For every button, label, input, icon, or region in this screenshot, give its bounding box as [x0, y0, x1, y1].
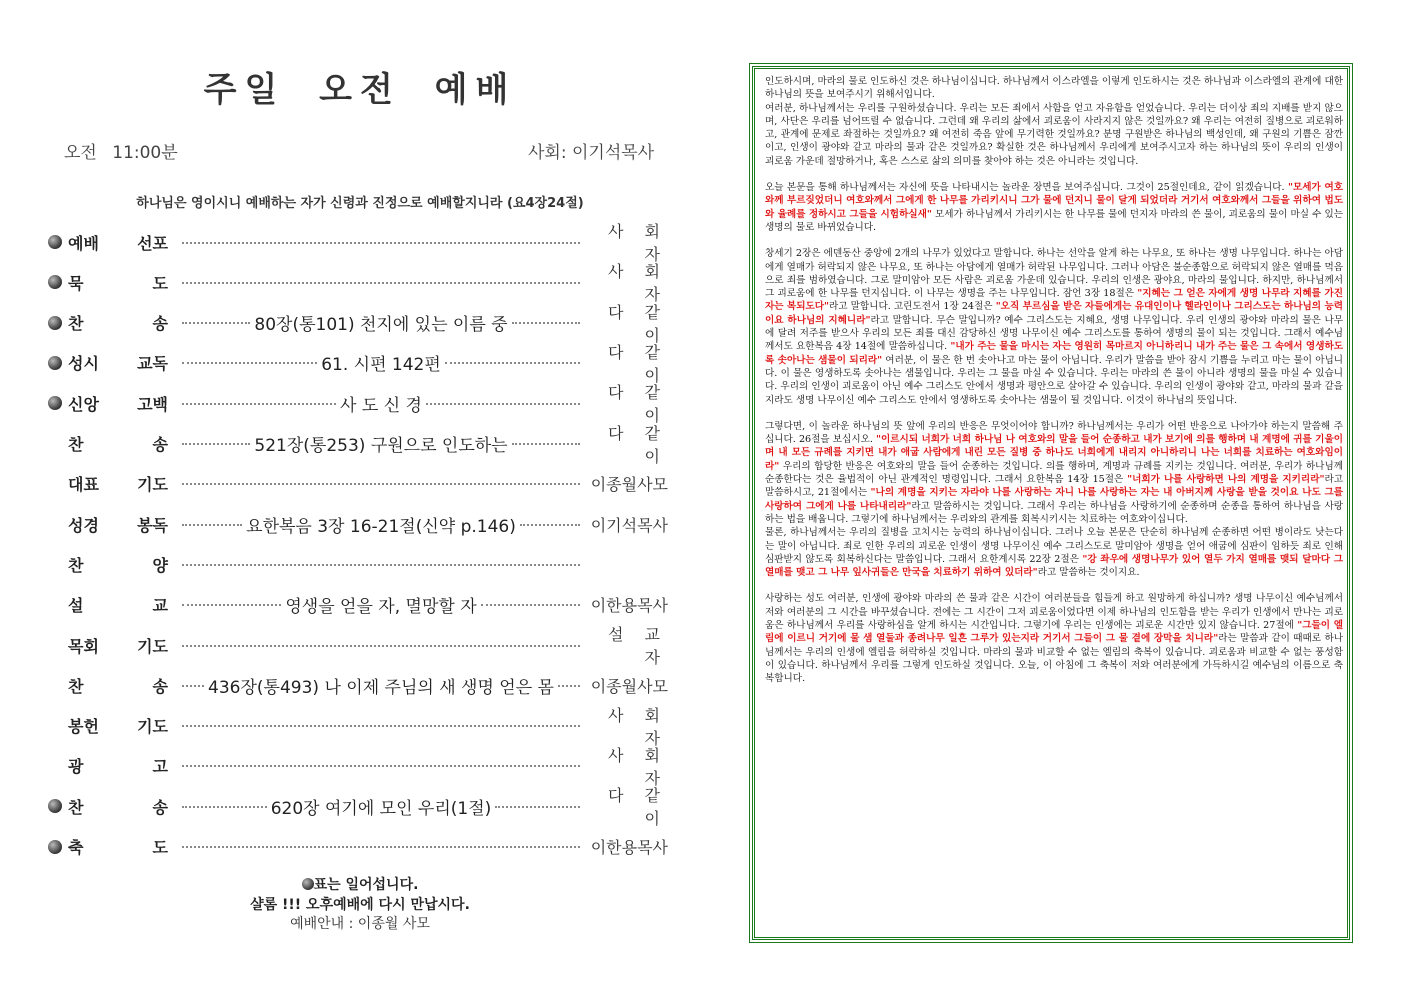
dot-leader — [182, 684, 204, 687]
dot-leader — [182, 644, 580, 647]
dot-leader — [426, 402, 580, 405]
bullet-icon — [48, 840, 62, 854]
order-label — [68, 634, 178, 657]
bullet-icon — [302, 878, 314, 890]
order-label — [68, 392, 178, 415]
order-label-part: 양 — [152, 555, 168, 575]
dot-leader — [182, 563, 580, 566]
bullet-icon — [48, 316, 62, 330]
order-detail-text: 61. 시편 142편 — [321, 355, 441, 376]
order-label — [68, 553, 178, 576]
order-label-part: 기도 — [137, 717, 168, 737]
order-detail — [178, 592, 584, 617]
dot-leader — [445, 361, 580, 364]
dot-leader — [481, 603, 580, 606]
order-row — [48, 510, 668, 538]
page-title: 주일 오전 예배 — [203, 70, 517, 110]
bullet-icon — [48, 235, 62, 249]
bullet-icon — [48, 396, 62, 410]
order-label-part: 축 — [68, 838, 84, 857]
order-label-part: 송 — [152, 676, 168, 696]
order-detail — [178, 563, 584, 566]
order-label — [68, 835, 178, 858]
order-detail — [178, 845, 584, 848]
order-label-part: 기도 — [137, 475, 168, 495]
order-detail — [178, 241, 584, 244]
order-role: 이한용목사 — [590, 838, 668, 857]
order-detail — [178, 431, 584, 456]
dot-leader — [182, 482, 580, 485]
dot-leader — [182, 241, 580, 244]
sermon-paragraph: 물론, 하나님께서는 우리의 질병을 고치시는 능력의 하나님이십니다. 그러나 오늘 본문은 단순히 하나님께 순종하면 어떤 병이라도 낫는다는 말이 아닙니다. 죄로 인한 우리의 괴로운 인생이 생명 나무이신 예수 그리스도로 말미암아 생명을 얻어 애굽에 심판이 임하듯 죄로 인해 심판받지 않도록 회복하신다는 말씀입니다. 그래서 요한계시록 22장 2절은 "강 좌우에 생명나무가 있어 열두 가지 열매를 맺되 달마다 그 열매를 맺고 그 나무 잎사귀들은 만국을 치료하기 위하여 있더라"라고 말씀하는 것이지요. — [765, 527, 1343, 579]
order-row — [48, 222, 668, 264]
order-role: 이종월사모 — [590, 475, 668, 495]
dot-leader — [182, 603, 281, 606]
order-row — [48, 833, 668, 861]
order-label — [68, 795, 178, 818]
order-role: 다 같 이 — [608, 786, 668, 829]
dot-leader — [182, 281, 580, 284]
dot-leader — [512, 321, 580, 324]
order-row — [48, 423, 668, 466]
order-detail — [178, 350, 584, 375]
order-label — [68, 231, 178, 254]
dot-leader — [495, 805, 580, 808]
dot-leader — [182, 361, 317, 364]
order-detail — [178, 310, 584, 335]
order-detail — [178, 794, 584, 819]
order-label — [68, 271, 178, 294]
order-row — [48, 625, 668, 667]
order-row — [48, 786, 668, 829]
order-role: 이기석목사 — [590, 515, 668, 535]
order-label-part: 송 — [152, 435, 168, 454]
dot-leader — [182, 402, 336, 405]
order-label — [68, 513, 178, 536]
order-label-part: 송 — [152, 314, 168, 334]
order-detail — [178, 512, 584, 537]
sermon-paragraph: 사랑하는 성도 여러분, 인생에 광야와 마라의 쓴 물과 같은 시간이 여러분들을 힘들게 하고 원망하게 하십니까? 생명 나무이신 예수님께서 저와 여러분의 그 시간을 바꾸셨습니다. 전에는 그 시간이 그저 괴로움이었다면 이제 하나님의 인도함을 받는 우리가 인생에서 만나는 괴로움은 하나님께서 우리를 사랑하심을 알게 하시는 시간입니다. 그렇기에 우리는 인생에는 괴로운 시간만 있지 않습니다. 27절에 "그들이 엘림에 이르니 거기에 물 샘 열둘과 종려나무 일흔 그루가 있는지라 거기서 그들이 그 물 곁에 장막을 치니라"라는 말씀과 같이 때때로 하나님께서는 우리의 인생에 엘림을 허락하실 것입니다. 마라의 물과 비교할 수 없는 엘림의 축복이 있습니다. 괴로움과 비교할 수 없는 풍성함이 있습니다. 하나님께서 우리를 그렇게 인도하실 것입니다. 오늘, 이 아침에 그 축복이 저와 여러분에게 가득하시길 예수님의 이름으로 축복합니다. — [765, 593, 1343, 685]
order-label-part: 기도 — [137, 636, 168, 656]
stand-note: 표는 일어섭니다. — [40, 874, 680, 894]
order-label-part: 고 — [152, 757, 168, 777]
order-detail — [178, 281, 584, 284]
order-role: 이한용목사 — [590, 596, 668, 616]
sermon-box — [752, 66, 1350, 940]
order-detail-text: 사 도 신 경 — [340, 395, 422, 416]
order-role: 다 같 이 — [608, 302, 668, 345]
order-label — [68, 432, 178, 455]
order-detail — [178, 644, 584, 647]
order-label-part: 예배 — [68, 233, 99, 253]
order-label-part: 찬 — [68, 676, 84, 696]
order-detail — [178, 764, 584, 767]
order-label — [68, 593, 178, 616]
bullet-icon — [48, 799, 62, 813]
sermon-paragraph: 그렇다면, 이 놀라운 하나님의 뜻 앞에 우리의 반응은 무엇이어야 합니까? 하나님께서는 우리가 어떤 반응으로 나아가야 하는지 말씀해 주십니다. 26절을 보십시오. "이르시되 너희가 너희 하나님 나 여호와의 말을 들어 순종하고 내가 보기에 의를 행하며 내 계명에 귀를 기울이며 내 모든 규례를 지키면 내가 애굽 사람에게 내린 모든 질병 중 하나도 너희에게 내리지 아니하리니 나는 너희를 치료하는 여호와임이라" 우리의 합당한 반응은 여호와의 말을 들어 순종하는 것입니다. 의를 행하며, 계명과 규례를 지키는 것입니다. 여러분, 우리가 하나님께 순종한다는 것은 율법적이 아닌 관계적인 명령입니다. 그래서 요한복음 14장 15절은 "너희가 나를 사랑하면 나의 계명을 지키리라"라고 말씀하시고, 21절에서는 "나의 계명을 지키는 자라야 나를 사랑하는 자니 나를 사랑하는 자는 내 아버지께 사랑을 받을 것이요 나도 그를 사랑하여 그에게 나를 나타내리라"라고 말씀하시는 것입니다. 그래서 우리는 하나님을 사랑하기에 순종하며 순종을 통하여 하나님을 사랑하는 법을 배웁니다. 그렇기에 하나님께서는 우리와의 관계를 회복시키시는 치료하는 여호와이십니다. — [765, 420, 1344, 525]
dot-leader — [182, 321, 250, 324]
order-row — [48, 705, 668, 748]
order-label — [68, 311, 178, 334]
order-label-part: 고백 — [137, 394, 168, 414]
order-label-part: 봉독 — [137, 515, 168, 535]
order-role: 사 회 자 — [608, 745, 668, 788]
order-label-part: 대표 — [68, 475, 99, 495]
order-label-part: 묵 — [68, 273, 84, 293]
dot-leader — [520, 523, 580, 526]
order-label-part: 봉헌 — [68, 717, 99, 737]
order-detail — [178, 724, 584, 727]
dot-leader — [182, 764, 580, 767]
order-role: 다 같 이 — [608, 423, 668, 466]
order-label-part: 교독 — [137, 354, 168, 374]
presider: 사회: 이기석목사 — [528, 143, 655, 163]
order-detail-text: 620장 여기에 모인 우리(1절) — [270, 798, 492, 819]
sermon-paragraph: 오늘 본문을 통해 하나님께서는 자신에 뜻을 나타내시는 놀라운 장면을 보여주십니다. 그것이 25절인데요, 같이 읽겠습니다. "모세가 여호와께 부르짖었더니 여호와께서 그에게 한 나무를 가리키시니 그가 물에 던지니 물이 달게 되었더라 거기서 여호와께서 그들을 위하여 법도와 율례를 정하시고 그들을 시험하실새" 모세가 하나님께서 가리키시는 한 나무를 물에 던지자 마라의 쓴 물이, 괴로움의 물이 마실 수 있는 생명의 물로 바뀌었습니다. — [765, 182, 1344, 233]
order-role: 설 교 자 — [608, 625, 668, 667]
order-role: 이종월사모 — [590, 676, 668, 696]
order-label — [68, 472, 178, 495]
order-label-part: 교 — [152, 596, 168, 616]
order-label — [68, 754, 178, 777]
order-detail — [178, 482, 584, 485]
order-label-part: 찬 — [68, 314, 84, 334]
order-label-part: 찬 — [68, 555, 84, 575]
order-label-part: 선포 — [137, 233, 168, 253]
dot-leader — [182, 442, 250, 445]
order-label-part: 도 — [152, 273, 168, 293]
order-role: 다 같 이 — [608, 383, 668, 426]
dot-leader — [182, 523, 242, 526]
sermon-paragraph: 인도하시며, 마라의 물로 인도하신 것은 하나님이십니다. 하나님께서 이스라엘을 이렇게 인도하시는 것은 하나님과 이스라엘의 관계에 대한 하나님의 뜻을 보여주시기 위해서입니다. — [765, 76, 1343, 101]
order-row — [48, 302, 668, 345]
order-row — [48, 671, 668, 699]
sermon-paragraph: 여러분, 하나님께서는 우리를 구원하셨습니다. 우리는 모든 죄에서 사함을 얻고 자유함을 얻었습니다. 우리는 더이상 죄의 지배를 받지 않으며, 사단은 우리를 넘어뜨릴 수 없습니다. 그런데 왜 우리의 삶에서 괴로움이 사라지지 않은 것일까요? 왜 우리는 여전히 질병으로 괴로워하고, 관계에 문제로 좌절하는 것일까요? 왜 여전히 죽음 앞에 무기력한 것일까요? 분명 구원받은 하나님의 백성인데, 왜 구원의 기쁨은 잠깐이고, 인생이 광야와 같고 마라의 물과 같은 것일까요? 확실한 것은 하나님께서 우리에게 보여주시고자 하는 하나님의 뜻이 우리의 인생이 괴로움 가운데 절망하거나, 혹은 스스로 삶의 의미를 찾아야 하는 것은 아니라는 것입니다. — [765, 102, 1343, 167]
order-label — [68, 351, 178, 374]
order-role: 사 회 자 — [608, 262, 668, 305]
order-detail — [178, 673, 584, 698]
service-time: 오전 11:00분 — [64, 143, 178, 163]
dot-leader — [558, 684, 580, 687]
dot-leader — [182, 805, 267, 808]
bulletin-panel — [40, 0, 680, 992]
greeting: 샬롬 !!! 오후예배에 다시 만납시다. — [250, 897, 470, 913]
order-row — [48, 262, 668, 305]
order-detail-text: 80장(통101) 천지에 있는 이름 중 — [254, 315, 508, 336]
order-label-part: 광 — [68, 757, 84, 777]
bullet-icon — [48, 275, 62, 289]
order-label-part: 송 — [152, 797, 168, 817]
worship-guide: 예배안내 : 이종월 사모 — [290, 916, 430, 932]
order-detail-text: 436장(통493) 나 이제 주님의 새 생명 얻은 몸 — [208, 677, 554, 698]
order-label-part: 찬 — [68, 797, 84, 817]
order-row — [48, 383, 668, 426]
order-row — [48, 745, 668, 788]
dot-leader — [182, 724, 580, 727]
order-row — [48, 591, 668, 619]
sermon-paragraph: 창세기 2장은 에덴동산 중앙에 2개의 나무가 있었다고 말합니다. 하나는 선악을 알게 하는 나무요, 또 하나는 생명 나무입니다. 하나는 아담에게 열매가 허락되지 않은 나무요, 또 하나는 아담에게 열매가 허락된 나무입니다. 그러나 아담은 불순종함으로 허락되지 않은 열매를 먹음으로 죄를 범하였습니다. 그로 말미암아 모든 사람은 괴로움 가운데 있습니다. 우리의 인생은 광야요, 마라의 물입니다. 하지만, 하나님께서 그 괴로움에 한 나무를 던지십니다. 이 나무는 생명을 주는 나무입니다. 잠언 3장 18절은 "지혜는 그 얻은 자에게 생명 나무라 지혜를 가진 자는 복되도다"라고 말합니다. 고린도전서 1장 24절은 "오직 부르심을 받은 자들에게는 유대인이나 헬라인이나 그리스도는 하나님의 능력이요 하나님의 지혜니라"라고 말합니다. 무슨 말입니까? 예수 그리스도는 지혜요, 생명 나무입니다. 우리 인생의 광야와 마라의 물은 나무에 달려 저주를 받으사 우리의 모든 죄를 대신 감당하신 생명 나무이신 예수 그리스도를 통하여 생명의 물이 되는 것입니다. 그래서 예수님께서도 요한복음 4장 14절에 말씀하십니다. "내가 주는 물을 마시는 자는 영원히 목마르지 아니하리니 내가 주는 물은 그 속에서 영생하도록 솟아나는 샘물이 되리라" 여러분, 이 물은 한 번 솟아나고 마는 물이 아닙니다. 우리가 말씀을 받아 잠시 기쁨을 누리고 마는 물이 아닙니다. 이 물은 영생하도록 솟아나는 샘물입니다. 우리는 그 물을 마실 수 있습니다. 우리는 마라의 쓴 물이 아니라 생명의 물을 마실 수 있습니다. 우리의 인생이 괴로움이 아닌 예수 그리스도 안에서 생명과 평안으로 살아갈 수 있습니다. 우리의 인생이 광야와 같고, 마라의 물과 같을지라도 생명 나무이신 예수 그리스도 안에서 영생하도록 솟아나는 샘물이 될 것입니다. 이것이 하나님의 뜻입니다. — [765, 248, 1343, 406]
order-label-part: 목회 — [68, 636, 99, 656]
order-label-part: 설 — [68, 596, 84, 616]
bullet-icon — [48, 356, 62, 370]
order-label-part: 도 — [152, 838, 168, 857]
order-label-part: 찬 — [68, 435, 84, 454]
sermon-text — [765, 75, 1343, 698]
order-detail-text: 영생을 얻을 자, 멸망할 자 — [285, 597, 477, 618]
order-role: 사 회 자 — [608, 705, 668, 748]
order-role: 사 회 자 — [608, 222, 668, 264]
order-role: 다 같 이 — [608, 342, 668, 385]
dot-leader — [182, 845, 580, 848]
order-label-part: 성시 — [68, 354, 99, 374]
order-row — [48, 342, 668, 385]
theme-verse: 하나님은 영이시니 예배하는 자가 신령과 진정으로 예배할지니라 (요4장24절) — [136, 196, 584, 211]
order-label — [68, 714, 178, 737]
order-label-part: 성경 — [68, 515, 99, 535]
order-label — [68, 674, 178, 697]
order-detail-text: 요한복음 3장 16-21절(신약 p.146) — [246, 516, 516, 537]
order-row — [48, 550, 668, 578]
order-row — [48, 470, 668, 498]
order-detail — [178, 391, 584, 416]
order-label-part: 신앙 — [68, 394, 99, 414]
dot-leader — [512, 442, 580, 445]
order-detail-text: 521장(통253) 구원으로 인도하는 — [254, 436, 508, 456]
